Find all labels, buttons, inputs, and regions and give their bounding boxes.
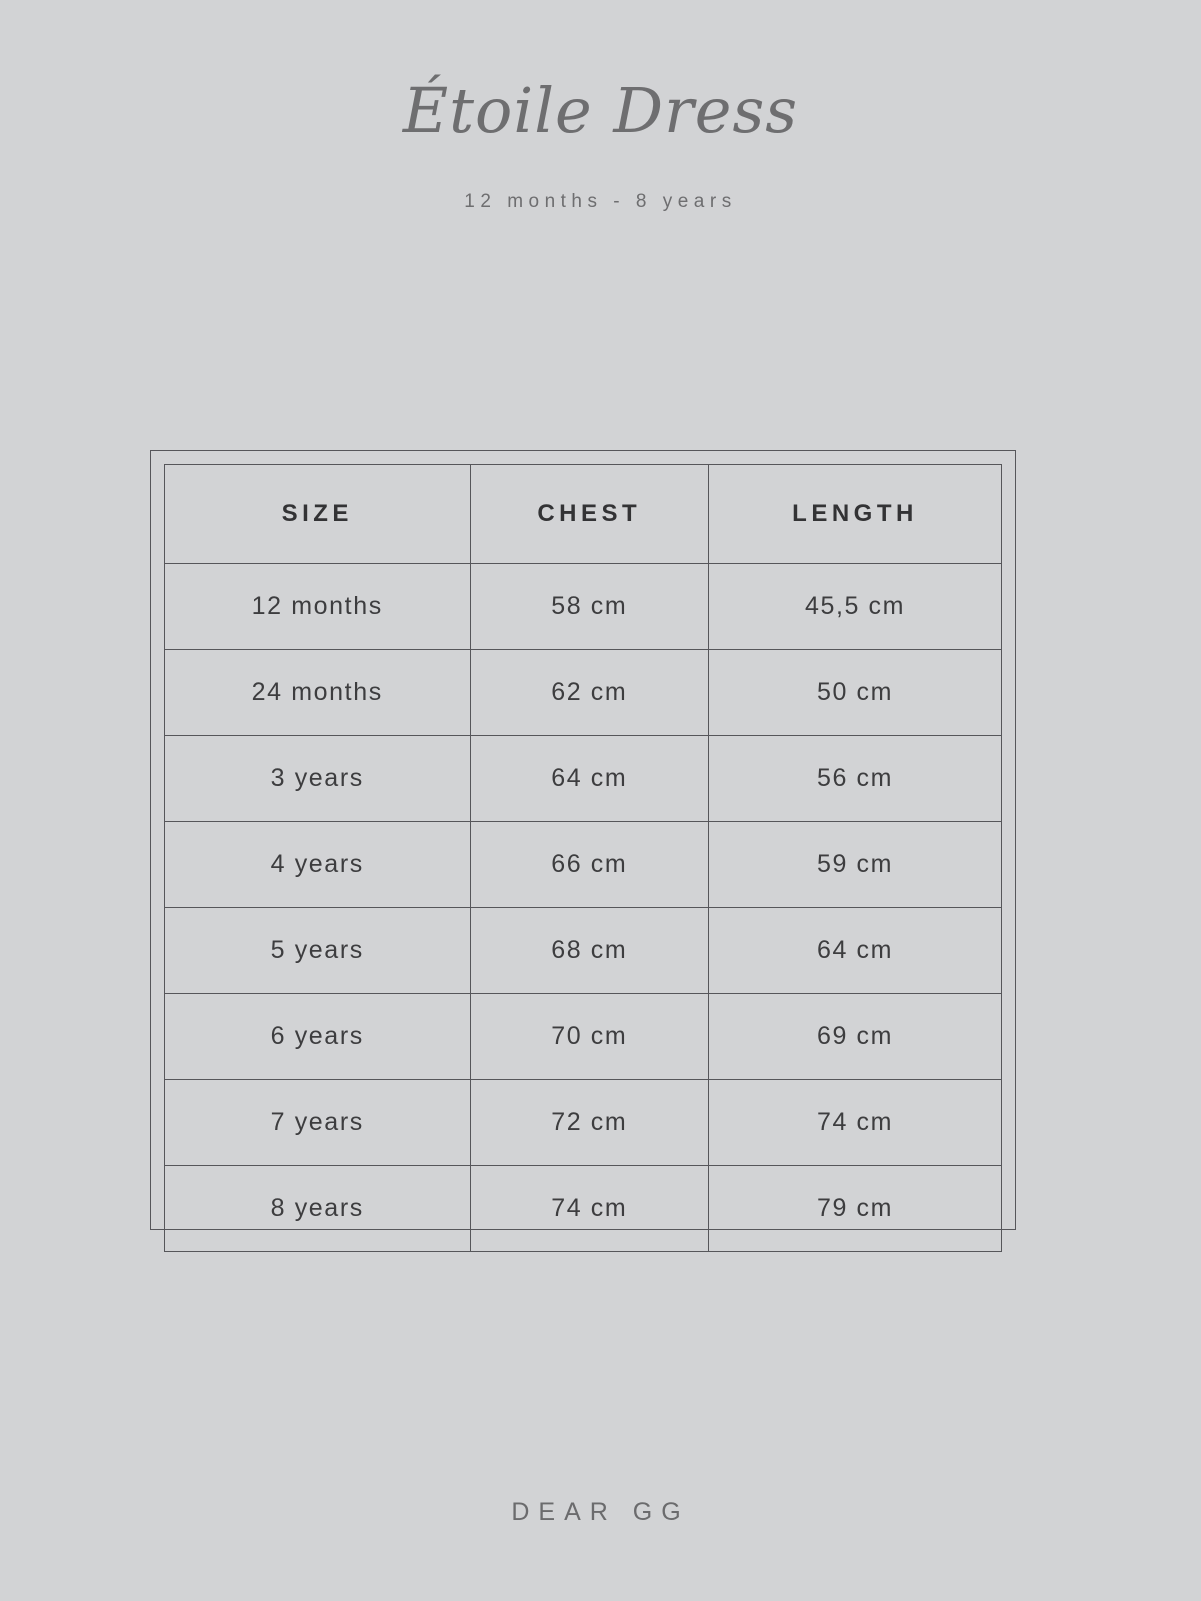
cell-length: 50 cm [709,650,1002,736]
cell-length: 59 cm [709,822,1002,908]
column-header-length: LENGTH [709,465,1002,564]
table-row [165,736,1002,822]
cell-length: 74 cm [709,1080,1002,1166]
table-row [165,1080,1002,1166]
cell-length: 64 cm [709,908,1002,994]
cell-chest: 58 cm [470,564,709,650]
cell-size: 3 years [165,736,471,822]
cell-chest: 68 cm [470,908,709,994]
cell-length: 56 cm [709,736,1002,822]
table-row [165,1166,1002,1252]
cell-size: 4 years [165,822,471,908]
cell-chest: 72 cm [470,1080,709,1166]
table-header-row [165,465,1002,564]
cell-chest: 74 cm [470,1166,709,1252]
cell-length: 79 cm [709,1166,1002,1252]
cell-length: 45,5 cm [709,564,1002,650]
size-table [164,464,1002,1252]
page-subtitle: 12 months - 8 years [464,191,737,213]
table-row [165,908,1002,994]
page-title: Étoile Dress [402,74,799,147]
column-header-chest: CHEST [470,465,709,564]
cell-chest: 62 cm [470,650,709,736]
column-header-size: SIZE [165,465,471,564]
cell-size: 5 years [165,908,471,994]
cell-chest: 66 cm [470,822,709,908]
cell-chest: 70 cm [470,994,709,1080]
cell-size: 8 years [165,1166,471,1252]
size-table-frame [150,450,1016,1230]
cell-size: 7 years [165,1080,471,1166]
brand-footer: DEAR GG [511,1498,690,1526]
cell-size: 6 years [165,994,471,1080]
cell-size: 24 months [165,650,471,736]
table-row [165,564,1002,650]
table-row [165,822,1002,908]
table-row [165,650,1002,736]
table-row [165,994,1002,1080]
cell-length: 69 cm [709,994,1002,1080]
cell-size: 12 months [165,564,471,650]
cell-chest: 64 cm [470,736,709,822]
